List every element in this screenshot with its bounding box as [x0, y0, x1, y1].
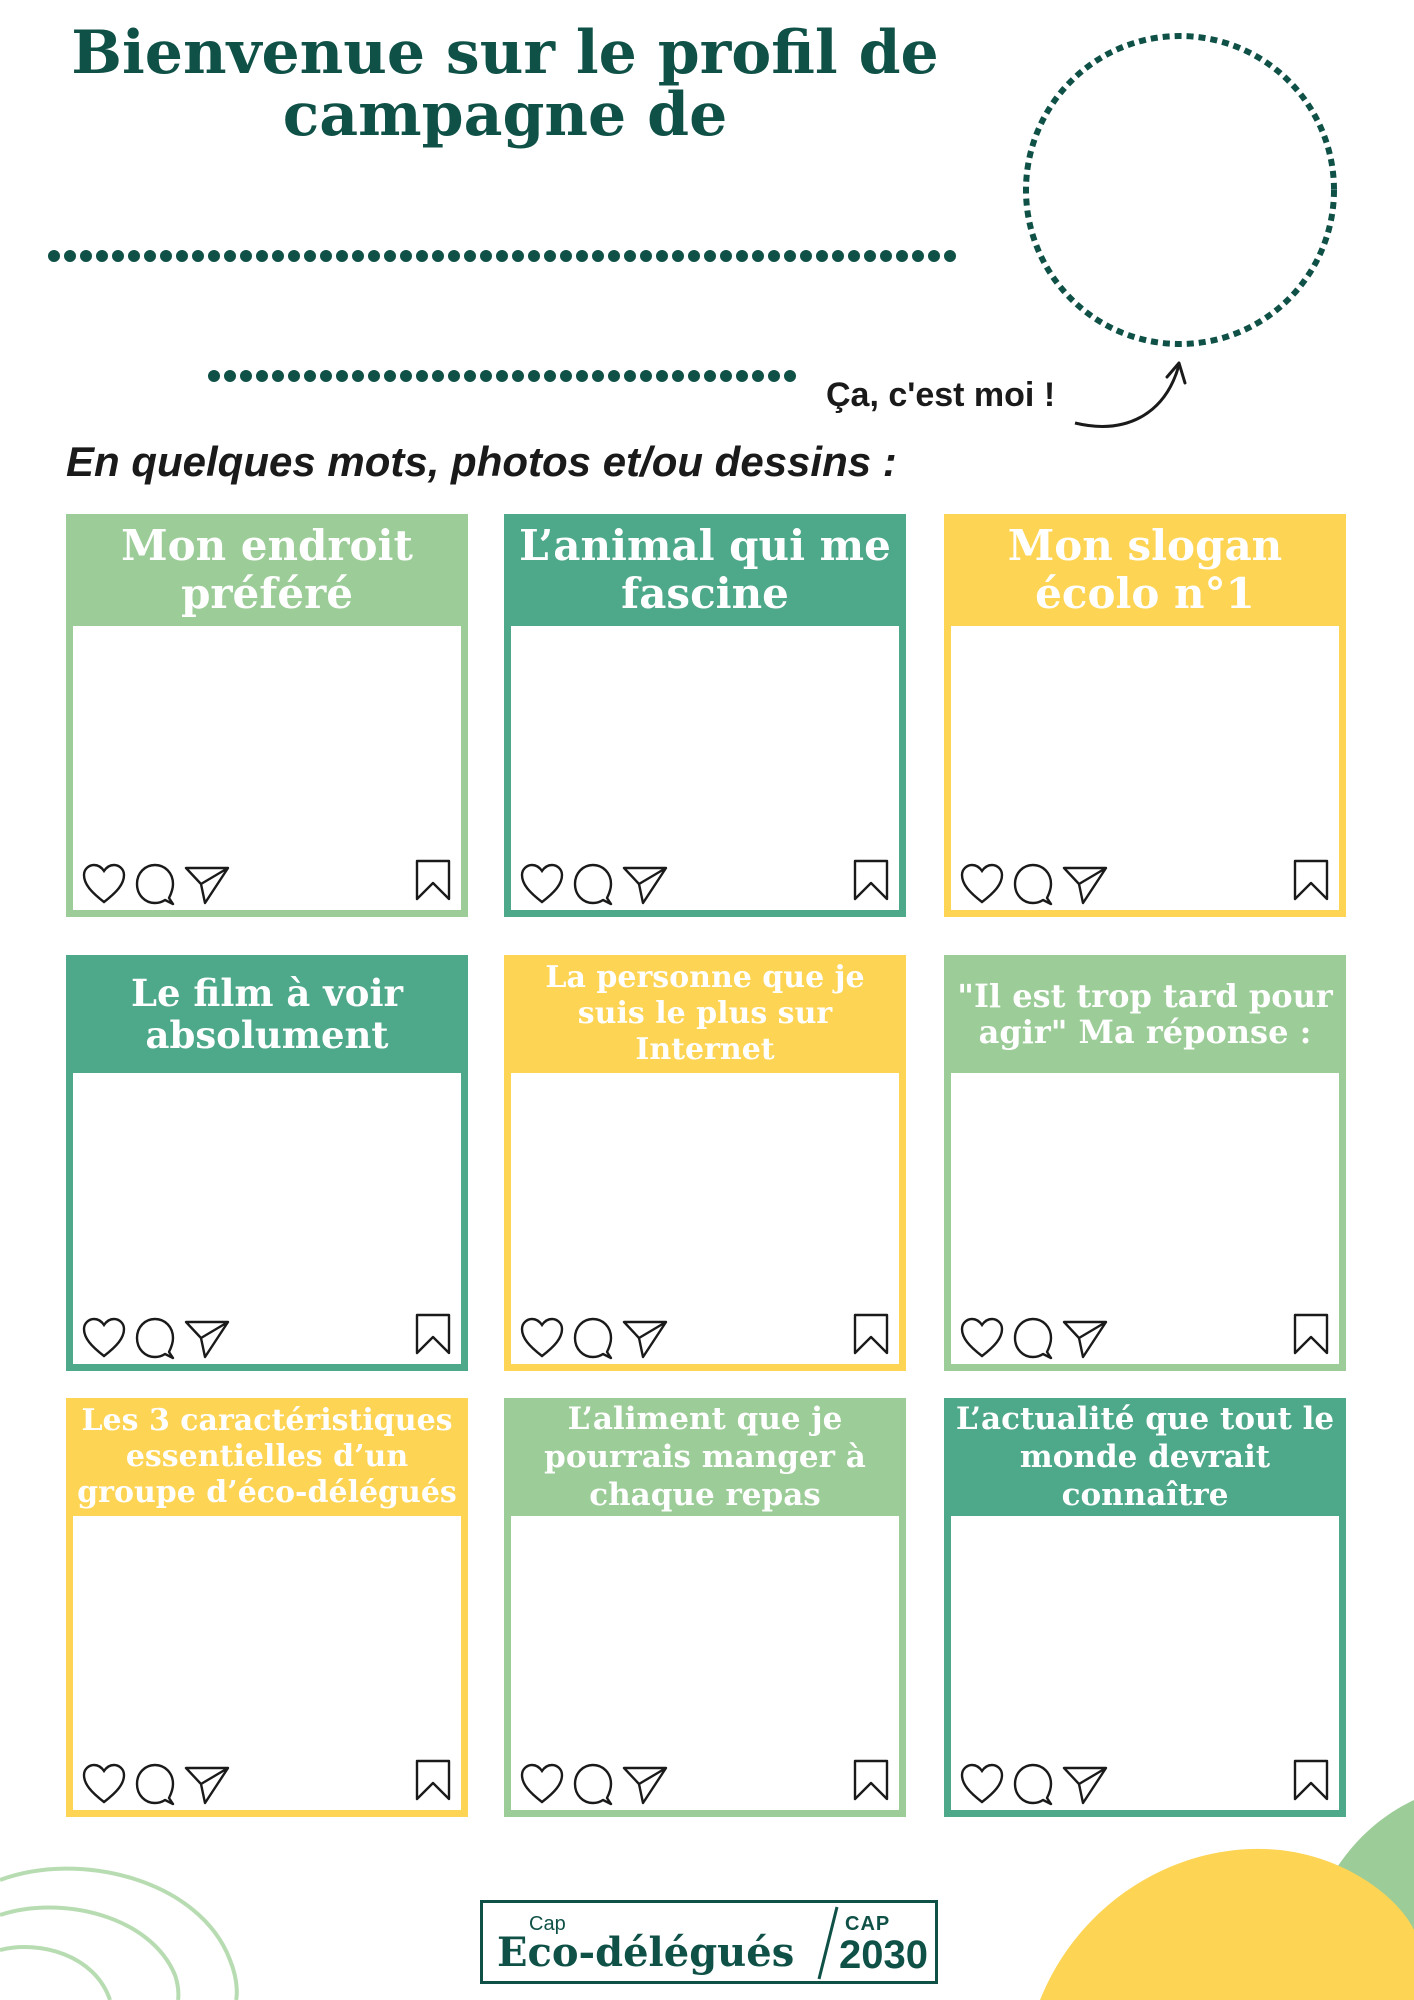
card-title: La personne que je suis le plus sur Internet: [504, 955, 906, 1073]
card: [66, 1398, 468, 1817]
card-actions: [81, 1316, 231, 1360]
bookmark-icon[interactable]: [851, 1312, 891, 1356]
card-actions: [81, 1762, 231, 1806]
bookmark-icon[interactable]: [413, 1312, 453, 1356]
card-title: L’animal qui me fascine: [504, 514, 906, 626]
card-actions: [959, 862, 1109, 906]
heart-icon[interactable]: [519, 1316, 565, 1360]
heart-icon[interactable]: [81, 862, 127, 906]
card-save: [851, 858, 891, 906]
card: [504, 955, 906, 1371]
heart-icon[interactable]: [959, 1762, 1005, 1806]
send-icon[interactable]: [621, 1762, 669, 1806]
card-title: L’actualité que tout le monde devrait connaître: [944, 1398, 1346, 1516]
card-actions: [519, 1762, 669, 1806]
heart-icon[interactable]: [81, 1762, 127, 1806]
card: [504, 514, 906, 917]
title-line-1: Bienvenue sur le profil de: [71, 18, 939, 88]
card-title: Le film à voir absolument: [66, 955, 468, 1073]
card-title: "Il est trop tard pour agir" Ma réponse :: [944, 955, 1346, 1073]
bookmark-icon[interactable]: [851, 1758, 891, 1802]
send-icon[interactable]: [621, 1316, 669, 1360]
heart-icon[interactable]: [959, 1316, 1005, 1360]
bookmark-icon[interactable]: [1291, 858, 1331, 902]
send-icon[interactable]: [183, 1762, 231, 1806]
card-save: [413, 1312, 453, 1360]
card: [944, 955, 1346, 1371]
name-dotted-line-2: [208, 368, 798, 384]
bookmark-icon[interactable]: [413, 858, 453, 902]
logo-small-text: Cap: [529, 1913, 566, 1935]
comment-icon[interactable]: [133, 862, 177, 906]
comment-icon[interactable]: [571, 862, 615, 906]
send-icon[interactable]: [183, 862, 231, 906]
send-icon[interactable]: [1061, 1316, 1109, 1360]
card: [66, 514, 468, 917]
heart-icon[interactable]: [81, 1316, 127, 1360]
bookmark-icon[interactable]: [1291, 1758, 1331, 1802]
page-title: [30, 18, 980, 150]
logo-cap-text: CAP: [845, 1913, 891, 1935]
bookmark-icon[interactable]: [851, 858, 891, 902]
intro-text: En quelques mots, photos et/ou dessins :: [66, 438, 897, 485]
card-title: Les 3 caractéristiques essentielles d’un groupe d’éco-délégués: [66, 1398, 468, 1516]
comment-icon[interactable]: [1011, 862, 1055, 906]
logo: [480, 1900, 938, 1984]
card-title: L’aliment que je pourrais manger à chaque repas: [504, 1398, 906, 1516]
comment-icon[interactable]: [133, 1762, 177, 1806]
card-actions: [959, 1762, 1109, 1806]
send-icon[interactable]: [183, 1316, 231, 1360]
send-icon[interactable]: [621, 862, 669, 906]
card: [504, 1398, 906, 1817]
comment-icon[interactable]: [571, 1316, 615, 1360]
card-save: [1291, 1312, 1331, 1360]
logo-main-text: Eco-délégués: [497, 1929, 795, 1976]
send-icon[interactable]: [1061, 862, 1109, 906]
card: [944, 1398, 1346, 1817]
comment-icon[interactable]: [1011, 1762, 1055, 1806]
comment-icon[interactable]: [571, 1762, 615, 1806]
comment-icon[interactable]: [1011, 1316, 1055, 1360]
me-caption: Ça, c'est moi !: [826, 376, 1056, 414]
card-save: [1291, 858, 1331, 906]
swirl-line-2: [0, 1908, 178, 2000]
card-title: Mon endroit préféré: [66, 514, 468, 626]
card-actions: [81, 862, 231, 906]
card: [66, 955, 468, 1371]
card-title: Mon slogan écolo n°1: [944, 514, 1346, 626]
logo-year-text: 2030: [839, 1933, 928, 1977]
card-actions: [519, 862, 669, 906]
title-line-2: campagne de: [282, 80, 728, 150]
card-actions: [519, 1316, 669, 1360]
name-dotted-line-1: [48, 248, 960, 264]
card-save: [413, 858, 453, 906]
photo-placeholder-circle: [1020, 30, 1340, 350]
bookmark-icon[interactable]: [1291, 1312, 1331, 1356]
card-actions: [959, 1316, 1109, 1360]
comment-icon[interactable]: [133, 1316, 177, 1360]
heart-icon[interactable]: [519, 862, 565, 906]
card-save: [851, 1312, 891, 1360]
card: [944, 514, 1346, 917]
bookmark-icon[interactable]: [413, 1758, 453, 1802]
curved-arrow-icon: [1065, 355, 1195, 435]
heart-icon[interactable]: [519, 1762, 565, 1806]
heart-icon[interactable]: [959, 862, 1005, 906]
card-save: [1291, 1758, 1331, 1806]
card-save: [851, 1758, 891, 1806]
card-save: [413, 1758, 453, 1806]
send-icon[interactable]: [1061, 1762, 1109, 1806]
swirl-line-1: [0, 1869, 237, 2000]
swirl-line-3: [0, 1947, 110, 2000]
